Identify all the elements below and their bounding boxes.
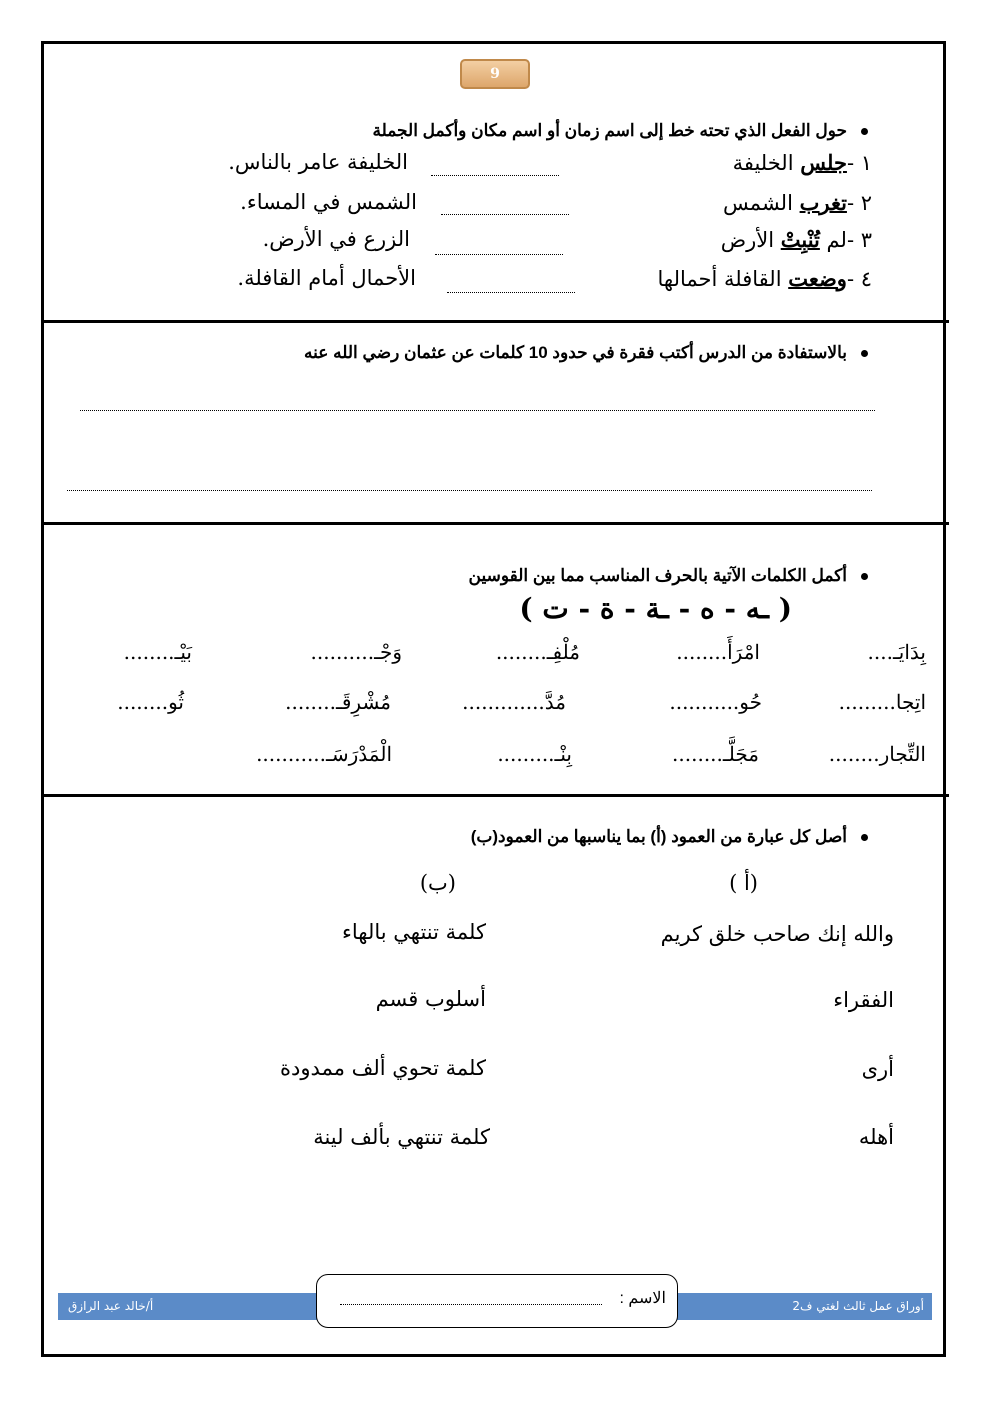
column-b-header: (ب) — [419, 871, 456, 895]
fill-word[interactable]: امْرَأَ........ — [676, 640, 760, 664]
letters-choices: ( ـه - ه - ـة - ة - ت ) — [519, 592, 792, 625]
col-a-item[interactable]: أهله — [858, 1125, 894, 1149]
s1-completion-1: الخليفة عامر بالناس. — [228, 150, 408, 174]
fill-word[interactable]: بِنْـ......... — [497, 742, 572, 766]
fill-word[interactable]: بَيْـ........ — [123, 640, 192, 664]
fill-word[interactable]: اتِجا......... — [838, 690, 926, 714]
bullet-icon — [861, 834, 868, 841]
section3-instruction: أكمل الكلمات الآتية بالحرف المناسب مما بين القوسين — [469, 566, 868, 586]
bullet-icon — [861, 350, 868, 357]
section1-instruction: حول الفعل الذي تحته خط إلى اسم زمان أو اسم مكان وأكمل الجملة — [372, 121, 868, 141]
col-a-item[interactable]: الفقراء — [833, 988, 894, 1012]
col-a-item[interactable]: والله إنك صاحب خلق كريم — [660, 922, 894, 946]
footer-title: أوراق عمل ثالث لغتي ف2 — [792, 1299, 924, 1313]
page-number-badge: 9 — [460, 59, 530, 89]
col-b-item[interactable]: كلمة تنتهي بألف لينة — [313, 1125, 490, 1149]
fill-word[interactable]: بِدَايَـ.... — [867, 640, 926, 664]
s1-completion-2: الشمس في المساء. — [240, 190, 417, 214]
s1-blank-1[interactable] — [431, 175, 559, 176]
fill-word[interactable]: مُلْفِـ........ — [495, 640, 580, 664]
fill-word[interactable]: التِّجار........ — [828, 742, 926, 766]
col-b-item[interactable]: كلمة تحوي ألف ممدودة — [280, 1056, 486, 1080]
fill-word[interactable]: ثُو........ — [117, 690, 184, 714]
s1-blank-3[interactable] — [435, 254, 563, 255]
bullet-icon — [861, 128, 868, 135]
bullet-icon — [861, 573, 868, 580]
s1-item-1: ١ -جلس الخليفة — [732, 150, 872, 175]
s1-item-4: ٤ -وضعت القافلة أحمالها — [657, 266, 872, 291]
fill-word[interactable]: الْمَدْرَسَـ........... — [256, 742, 392, 766]
section-divider-2 — [41, 522, 949, 525]
s1-completion-3: الزرع في الأرض. — [262, 227, 410, 251]
writing-line-2[interactable] — [67, 490, 872, 491]
s1-blank-4[interactable] — [447, 292, 575, 293]
s1-completion-4: الأحمال أمام القافلة. — [237, 266, 416, 290]
col-a-item[interactable]: أرى — [861, 1057, 894, 1081]
s1-item-2: ٢ -تغرب الشمس — [723, 190, 872, 215]
s1-blank-2[interactable] — [441, 214, 569, 215]
col-b-item[interactable]: كلمة تنتهي بالهاء — [342, 920, 486, 944]
section2-instruction: بالاستفادة من الدرس أكتب فقرة في حدود 10 كلمات عن عثمان رضي الله عنه — [304, 343, 868, 363]
fill-word[interactable]: مُشْرِقَـ........ — [285, 690, 391, 714]
fill-word[interactable]: مُدَّ............. — [462, 690, 566, 714]
name-input[interactable] — [340, 1304, 602, 1305]
fill-word[interactable]: وَجْـ.......... — [310, 640, 402, 664]
section4-instruction: أصل كل عبارة من العمود (أ) بما يناسبها من العمود(ب) — [471, 827, 868, 847]
name-label: الاسم : — [619, 1290, 666, 1307]
writing-line-1[interactable] — [80, 410, 875, 411]
fill-word[interactable]: حُو........... — [669, 690, 762, 714]
column-a-header: (أ ) — [729, 871, 758, 895]
section-divider-3 — [41, 794, 949, 797]
fill-word[interactable]: مَجَلَّـ........ — [672, 742, 759, 766]
col-b-item[interactable]: أسلوب قسم — [375, 987, 486, 1011]
s1-item-3: ٣ -لم تُنْبِتْ الأرض — [720, 227, 872, 252]
footer-author: أ/خالد عبد الرازق — [68, 1299, 154, 1313]
section-divider-1 — [41, 320, 949, 323]
